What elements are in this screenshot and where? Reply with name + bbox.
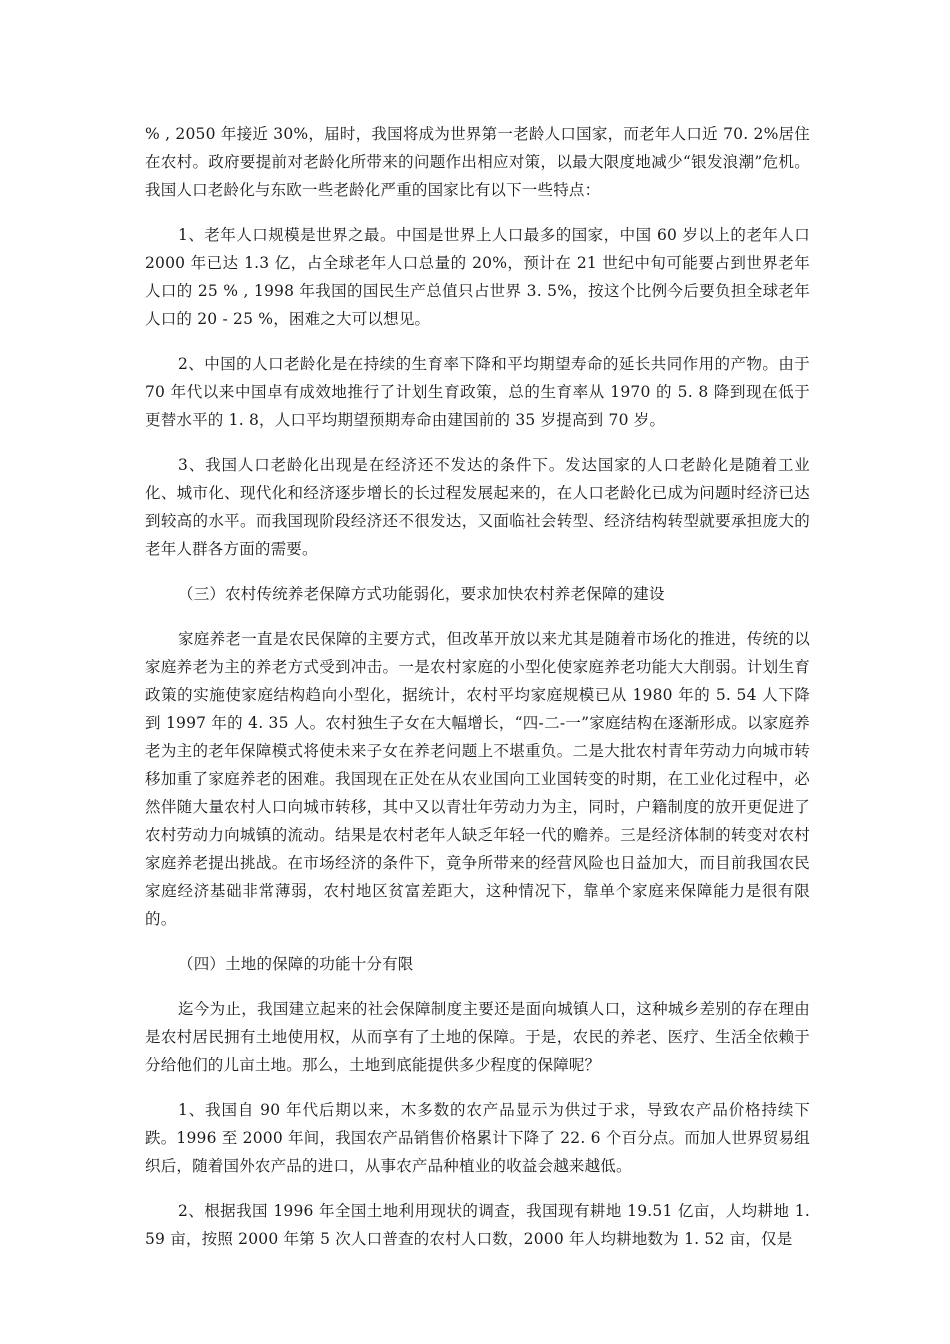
paragraph-point-3: 3、我国人口老龄化出现是在经济还不发达的条件下。发达国家的人口老龄化是随着工业化、城市化、现代化和经济逐步增长的长过程发展起来的，在人口老龄化已成为问题时经济已达到较高的水平。而我国现阶段经济还不很发达，又面临社会转型、经济结构转型就要承担庞大的老年人群各方面的需要。: [145, 456, 810, 558]
section-heading-4: （四）土地的保障的功能十分有限: [178, 955, 414, 973]
paragraph-gap: [145, 204, 810, 221]
paragraph-gap: [145, 1079, 810, 1096]
section-heading-3: （三）农村传统养老保障方式功能弱化，要求加快农村养老保障的建设: [178, 585, 665, 603]
paragraph-point-1: 1、老年人口规模是世界之最。中国是世界上人口最多的国家，中国 60 岁以上的老年人口 2000 年已达 1.3 亿，占全球老年人口总量的 20%，预计在 21 世纪中旬可能要占到世界老年人口的 25 % , 1998 年我国的国民生产总值只占世界 3. 5%，按这个比例今后要负担全球老年人口的 20 - 25 %，困难之大可以想见。: [145, 226, 810, 328]
paragraph-gap: [145, 333, 810, 350]
paragraph-intro: % , 2050 年接近 30%，届时，我国将成为世界第一老龄人口国家，而老年人口近 70. 2%居住在农村。政府要提前对老龄化所带来的问题作出相应对策，以最大限度地减少“银发浪潮”危机。我国人口老龄化与东欧一些老龄化严重的国家比有以下一些特点：: [145, 125, 810, 199]
paragraph-land-point-1: 1、我国自 90 年代后期以来，木多数的农产品显示为供过于求，导致农产品价格持续下跌。1996 至 2000 年间，我国农产品销售价格累计下降了 22. 6 个百分点。而加人世界贸易组织后，随着国外农产品的进口，从事农产品种植业的收益会越来越低。: [145, 1101, 810, 1175]
paragraph-point-2: 2、中国的人口老龄化是在持续的生育率下降和平均期望寿命的延长共同作用的产物。由于 70 年代以来中国卓有成效地推行了计划生育政策，总的生育率从 1970 的 5. 8 降到现在低于更替水平的 1. 8，人口平均期望预期寿命由建国前的 35 岁提高到 70 岁。: [145, 355, 810, 429]
paragraph-gap: [145, 434, 810, 451]
paragraph-land-security: 迄今为止，我国建立起来的社会保障制度主要还是面向城镇人口，这种城乡差别的存在理由是农村居民拥有土地使用权，从而享有了土地的保障。于是，农民的养老、医疗、生活全依赖于分给他们的儿亩土地。那么，土地到底能提供多少程度的保障呢？: [145, 1000, 810, 1074]
paragraph-gap: [145, 933, 810, 950]
paragraph-gap: [145, 608, 810, 625]
paragraph-family-pension: 家庭养老一直是农民保障的主要方式，但改革开放以来尤其是随着市场化的推进，传统的以家庭养老为主的养老方式受到冲击。一是农村家庭的小型化使家庭养老功能大大削弱。计划生育政策的实施使家庭结构趋向小型化，据统计，农村平均家庭规模已从 1980 年的 5. 54 人下降到 1997 年的 4. 35 人。农村独生子女在大幅增长，“四-二-一”家庭结构在逐渐形成。以家庭养老为主的老年保障模式将使未来子女在养老问题上不堪重负。二是大批农村青年劳动力向城市转移加重了家庭养老的困难。我国现在正处在从农业国向工业国转变的时期，在工业化过程中，必然伴随大量农村人口向城市转移，其中又以青壮年劳动力为主，同时，户籍制度的放开更促进了农村劳动力向城镇的流动。结果是农村老年人缺乏年轻一代的赡养。三是经济体制的转变对农村家庭养老提出挑战。在市场经济的条件下，竟争所带来的经营风险也日益加大，而目前我国农民家庭经济基础非常薄弱，农村地区贫富差距大，这种情况下，靠单个家庭来保障能力是很有限的。: [145, 630, 810, 928]
paragraph-gap: [145, 1180, 810, 1197]
document-page: [145, 120, 810, 1253]
paragraph-gap: [145, 563, 810, 580]
paragraph-gap: [145, 978, 810, 995]
paragraph-land-point-2: 2、根据我国 1996 年全国土地利用现状的调查，我国现有耕地 19.51 亿亩，人均耕地 1. 59 亩，按照 2000 年第 5 次人口普查的农村人口数，2000 年人均耕地数为 1. 52 亩，仅是: [145, 1202, 810, 1248]
